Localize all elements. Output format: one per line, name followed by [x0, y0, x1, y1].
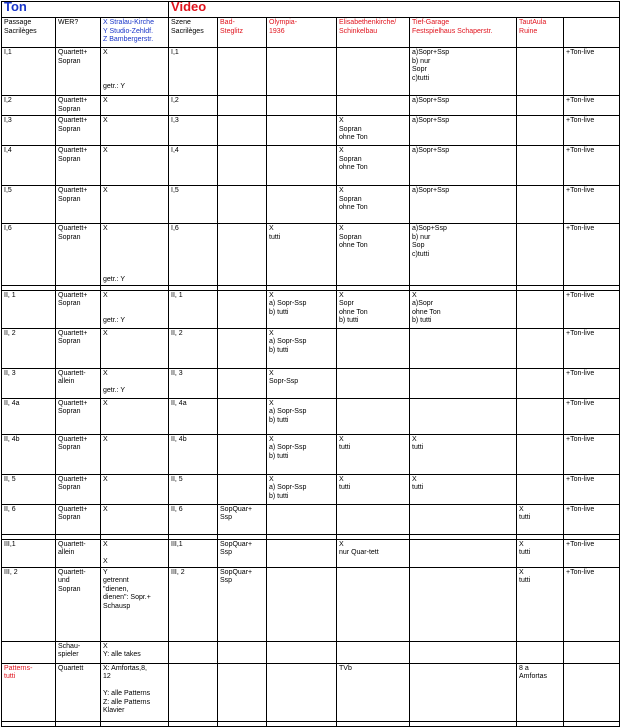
table-row: [2, 146, 620, 186]
table-cell: Quartett+ Sopran: [56, 290, 101, 328]
table-cell: X tutti: [517, 504, 564, 534]
table-cell: Patterns- tutti: [2, 663, 56, 721]
table-cell: +Ton-live: [564, 474, 620, 504]
table-cell: [218, 663, 267, 721]
table-cell: X a) Sopr-Ssp b) tutti: [267, 290, 337, 328]
table-cell: SopQuar+ Ssp: [218, 504, 267, 534]
table-cell: [267, 567, 337, 641]
table-cell: II, 4a: [2, 398, 56, 434]
separator-cell: [169, 721, 218, 726]
table-row: [2, 96, 620, 116]
table-row: [2, 398, 620, 434]
table-cell: X getr.: Y: [101, 48, 169, 96]
schedule-table: [1, 1, 620, 727]
table-cell: [218, 641, 267, 663]
table-cell: II, 3: [2, 368, 56, 398]
table-cell: III, 2: [2, 567, 56, 641]
column-header: Bad- Steglitz: [218, 18, 267, 48]
table-cell: Quartett+ Sopran: [56, 48, 101, 96]
table-cell: X a) Sopr-Ssp b) tutti: [267, 474, 337, 504]
table-cell: X nur Quar-tett: [337, 539, 410, 567]
table-cell: II, 2: [169, 328, 218, 368]
table-cell: [410, 398, 517, 434]
table-cell: X Sopran ohne Ton: [337, 146, 410, 186]
table-cell: [267, 48, 337, 96]
table-cell: II, 6: [169, 504, 218, 534]
table-cell: X tutti: [337, 474, 410, 504]
table-row: [2, 368, 620, 398]
table-cell: [517, 368, 564, 398]
table-cell: [267, 96, 337, 116]
table-cell: II, 4b: [169, 434, 218, 474]
table-cell: X getr.: Y: [101, 290, 169, 328]
table-cell: [337, 48, 410, 96]
table-cell: [564, 641, 620, 663]
separator-row: [2, 721, 620, 726]
table-row: [2, 48, 620, 96]
table-cell: II, 2: [2, 328, 56, 368]
separator-cell: [337, 721, 410, 726]
table-cell: [517, 116, 564, 146]
table-cell: [517, 641, 564, 663]
table-cell: Quartett- allein: [56, 539, 101, 567]
table-cell: III,1: [169, 539, 218, 567]
table-cell: Quartett- allein: [56, 368, 101, 398]
table-cell: +Ton-live: [564, 48, 620, 96]
table-cell: Quartett+ Sopran: [56, 116, 101, 146]
table-cell: X Sopr ohne Ton b) tutti: [337, 290, 410, 328]
table-cell: II, 1: [2, 290, 56, 328]
table-cell: 8 a Amfortas: [517, 663, 564, 721]
table-cell: [410, 641, 517, 663]
table-cell: X: [101, 434, 169, 474]
table-cell: [267, 116, 337, 146]
table-row: [2, 567, 620, 641]
column-header: [564, 18, 620, 48]
separator-cell: [218, 721, 267, 726]
column-header-row: [2, 18, 620, 48]
separator-cell: [56, 721, 101, 726]
table-cell: [517, 224, 564, 286]
table-cell: X tutti: [410, 434, 517, 474]
table-cell: III,1: [2, 539, 56, 567]
table-cell: [517, 398, 564, 434]
table-cell: SopQuar+ Ssp: [218, 567, 267, 641]
table-cell: [410, 567, 517, 641]
table-cell: [517, 146, 564, 186]
table-cell: X getr.: Y: [101, 368, 169, 398]
table-cell: X Sopran ohne Ton: [337, 116, 410, 146]
separator-cell: [410, 721, 517, 726]
ton-title: Ton: [2, 2, 169, 18]
table-cell: X a) Sopr-Ssp b) tutti: [267, 434, 337, 474]
table-cell: [517, 290, 564, 328]
table-cell: [517, 474, 564, 504]
table-cell: [218, 398, 267, 434]
table-cell: [169, 663, 218, 721]
table-cell: +Ton-live: [564, 186, 620, 224]
table-cell: II, 4b: [2, 434, 56, 474]
table-cell: [267, 186, 337, 224]
table-cell: X tutti: [267, 224, 337, 286]
table-cell: [218, 116, 267, 146]
table-cell: X tutti: [517, 539, 564, 567]
table-cell: I,6: [169, 224, 218, 286]
column-header: TautAula Ruine: [517, 18, 564, 48]
table-cell: X Sopr-Ssp: [267, 368, 337, 398]
table-row: [2, 186, 620, 224]
table-cell: Quartett: [56, 663, 101, 721]
table-cell: I,5: [2, 186, 56, 224]
table-cell: I,2: [2, 96, 56, 116]
table-cell: a)Sopr+Ssp: [410, 146, 517, 186]
table-cell: [267, 146, 337, 186]
table-cell: I,3: [2, 116, 56, 146]
table-row: [2, 474, 620, 504]
table-cell: +Ton-live: [564, 368, 620, 398]
table-cell: I,2: [169, 96, 218, 116]
title-row: [2, 2, 620, 18]
table-cell: I,5: [169, 186, 218, 224]
table-cell: [2, 641, 56, 663]
table-cell: +Ton-live: [564, 146, 620, 186]
table-cell: I,4: [169, 146, 218, 186]
video-title: Video: [169, 2, 620, 18]
table-row: [2, 328, 620, 368]
table-cell: [410, 368, 517, 398]
table-body: [2, 2, 620, 727]
table-cell: [267, 641, 337, 663]
table-cell: [218, 290, 267, 328]
table-cell: a)Sop+Ssp b) nur Sop c)tutti: [410, 224, 517, 286]
table-cell: [218, 434, 267, 474]
table-cell: X Y: alle takes: [101, 641, 169, 663]
separator-cell: [2, 721, 56, 726]
table-row: [2, 290, 620, 328]
table-cell: II, 4a: [169, 398, 218, 434]
table-cell: [337, 398, 410, 434]
table-cell: a)Sopr+Ssp b) nur Sopr c)tutti: [410, 48, 517, 96]
table-cell: [564, 663, 620, 721]
table-cell: X: [101, 328, 169, 368]
table-row: [2, 434, 620, 474]
table-cell: X Sopran ohne Ton: [337, 224, 410, 286]
table-cell: II, 1: [169, 290, 218, 328]
table-cell: [337, 368, 410, 398]
table-cell: X a) Sopr-Ssp b) tutti: [267, 398, 337, 434]
table-cell: [337, 96, 410, 116]
table-cell: X: [101, 186, 169, 224]
table-cell: Quartett+ Sopran: [56, 434, 101, 474]
table-cell: Quartett+ Sopran: [56, 96, 101, 116]
table-cell: Quartett+ Sopran: [56, 328, 101, 368]
table-cell: [517, 328, 564, 368]
table-cell: [410, 504, 517, 534]
table-cell: [218, 368, 267, 398]
table-cell: +Ton-live: [564, 398, 620, 434]
table-cell: TVb: [337, 663, 410, 721]
table-cell: Schau- spieler: [56, 641, 101, 663]
table-row: [2, 663, 620, 721]
table-cell: II, 5: [2, 474, 56, 504]
table-cell: II, 3: [169, 368, 218, 398]
table-cell: Quartett+ Sopran: [56, 504, 101, 534]
column-header: WER?: [56, 18, 101, 48]
separator-cell: [517, 721, 564, 726]
table-cell: +Ton-live: [564, 290, 620, 328]
table-cell: X: [101, 398, 169, 434]
table-cell: X a) Sopr-Ssp b) tutti: [267, 328, 337, 368]
table-row: [2, 224, 620, 286]
table-cell: [517, 434, 564, 474]
table-cell: X getr.: Y: [101, 224, 169, 286]
column-header: X Stralau-Kirche Y Studio-Zehldf. Z Bambergerstr.: [101, 18, 169, 48]
table-cell: Quartett- und Sopran: [56, 567, 101, 641]
table-cell: X tutti: [410, 474, 517, 504]
table-row: [2, 641, 620, 663]
table-cell: [267, 504, 337, 534]
table-cell: +Ton-live: [564, 504, 620, 534]
table-cell: X a)Sopr ohne Ton b) tutti: [410, 290, 517, 328]
table-cell: [218, 224, 267, 286]
table-cell: a)Sopr+Ssp: [410, 186, 517, 224]
table-cell: I,1: [169, 48, 218, 96]
table-cell: Y getrennt "dienen, dienen": Sopr.+ Schausp: [101, 567, 169, 641]
table-cell: X: [101, 96, 169, 116]
table-cell: +Ton-live: [564, 116, 620, 146]
table-cell: Quartett+ Sopran: [56, 474, 101, 504]
table-row: [2, 116, 620, 146]
table-cell: [410, 539, 517, 567]
table-cell: [337, 328, 410, 368]
table-cell: II, 6: [2, 504, 56, 534]
table-cell: X: [101, 116, 169, 146]
column-header: Passage Sacrilèges: [2, 18, 56, 48]
table-cell: [218, 96, 267, 116]
table-cell: X: [101, 474, 169, 504]
table-cell: +Ton-live: [564, 539, 620, 567]
table-cell: X Sopran ohne Ton: [337, 186, 410, 224]
table-cell: [410, 328, 517, 368]
table-cell: [267, 663, 337, 721]
column-header: Elisabethenkirche/ Schinkelbau: [337, 18, 410, 48]
column-header: Olympia- 1936: [267, 18, 337, 48]
table-cell: X: [101, 146, 169, 186]
table-cell: X: Amfortas,8, 12 Y: alle Patterns Z: alle Patterns Klavier: [101, 663, 169, 721]
table-cell: X tutti: [517, 567, 564, 641]
table-cell: [267, 539, 337, 567]
table-cell: [218, 146, 267, 186]
table-row: [2, 504, 620, 534]
table-cell: I,1: [2, 48, 56, 96]
table-cell: +Ton-live: [564, 434, 620, 474]
table-cell: [410, 663, 517, 721]
separator-cell: [564, 721, 620, 726]
table-cell: [337, 567, 410, 641]
table-cell: I,4: [2, 146, 56, 186]
table-row: [2, 539, 620, 567]
table-cell: Quartett+ Sopran: [56, 398, 101, 434]
table-cell: [169, 641, 218, 663]
table-cell: Quartett+ Sopran: [56, 224, 101, 286]
table-cell: Quartett+ Sopran: [56, 186, 101, 224]
table-cell: +Ton-live: [564, 567, 620, 641]
column-header: Tief-Garage Festspielhaus Schaperstr.: [410, 18, 517, 48]
table-cell: +Ton-live: [564, 224, 620, 286]
table-cell: [337, 641, 410, 663]
table-cell: I,3: [169, 116, 218, 146]
table-cell: [218, 48, 267, 96]
separator-cell: [267, 721, 337, 726]
table-cell: [218, 474, 267, 504]
table-cell: a)Sopr+Ssp: [410, 96, 517, 116]
table-cell: II, 5: [169, 474, 218, 504]
table-cell: III, 2: [169, 567, 218, 641]
table-cell: [218, 328, 267, 368]
table-cell: I,6: [2, 224, 56, 286]
table-cell: [517, 48, 564, 96]
table-cell: a)Sopr+Ssp: [410, 116, 517, 146]
table-cell: Quartett+ Sopran: [56, 146, 101, 186]
table-cell: X tutti: [337, 434, 410, 474]
column-header: Szene Sacrilèges: [169, 18, 218, 48]
table-cell: +Ton-live: [564, 328, 620, 368]
table-cell: +Ton-live: [564, 96, 620, 116]
separator-cell: [101, 721, 169, 726]
table-cell: [218, 186, 267, 224]
table-cell: [337, 504, 410, 534]
table-cell: [517, 186, 564, 224]
table-cell: X: [101, 504, 169, 534]
table-cell: SopQuar+ Ssp: [218, 539, 267, 567]
table-cell: [517, 96, 564, 116]
table-cell: X X: [101, 539, 169, 567]
